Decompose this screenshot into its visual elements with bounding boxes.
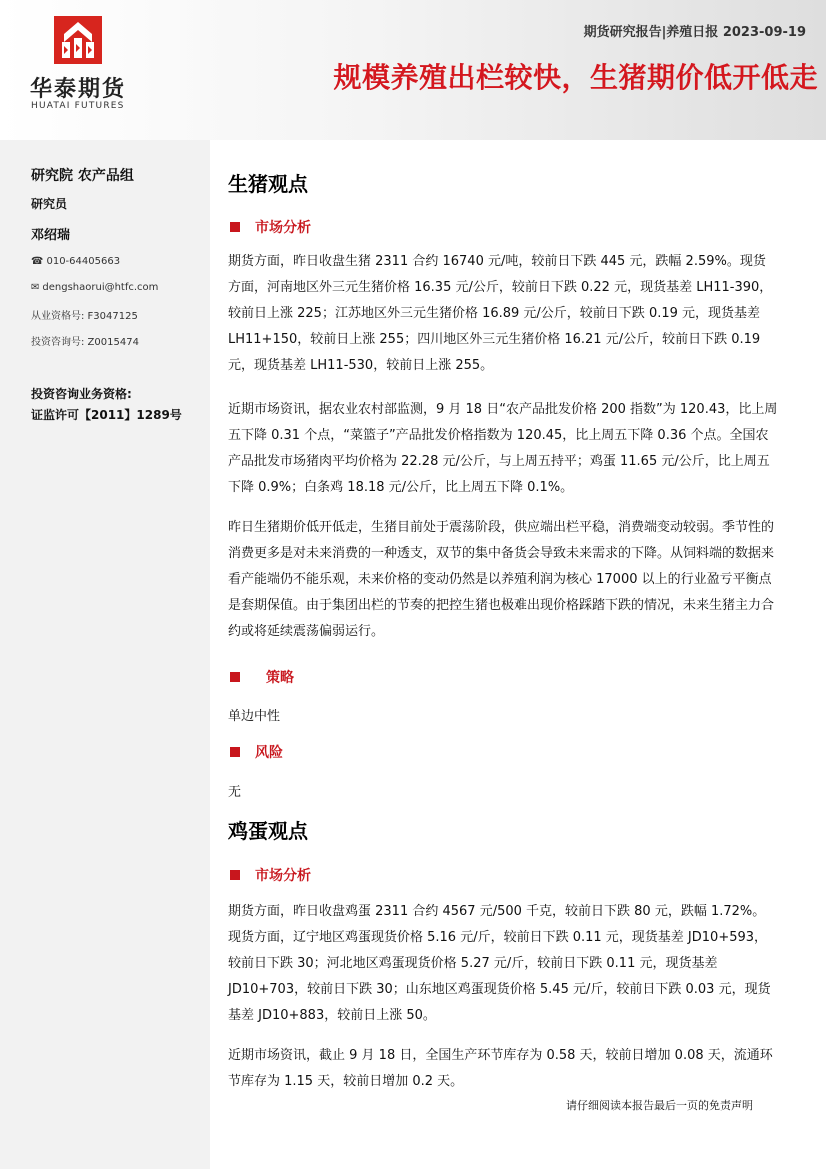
egg-market-heading [228,865,311,885]
logo-chinese-name: 华泰期货 [30,77,127,102]
email-address[interactable]: dengshaorui@htfc.com [42,282,159,293]
phone-icon: ☎ [31,256,44,267]
hog-risk-text: 无 [228,785,242,800]
author-sidebar [0,140,210,1169]
egg-market-paragraph-2: 近期市场资讯，截止 9 月 18 日，全国生产环节库存为 0.58 天，较前日增加 0.08 天，流通环节库存为 1.15 天，较前日增加 0.2 天。 [228,1048,773,1089]
hog-section-title: 生猪观点 [228,172,308,196]
email-line[interactable] [31,282,158,293]
hog-market-heading [228,217,311,237]
hog-risk-heading [228,742,283,762]
department-label: 研究院 农产品组 [31,168,134,184]
phone-line [31,256,120,267]
consulting-certificate: 投资咨询号: Z0015474 [31,337,139,348]
hog-market-paragraph-1: 期货方面，昨日收盘生猪 2311 合约 16740 元/吨，较前日下跌 445 元，跌幅 2.59%。现货方面，河南地区外三元生猪价格 16.35 元/公斤，较前日下跌 0.22 元，现货基差 LH11-390，较前日上涨 225；江苏地区外三元生猪价格 16.89 元/公斤，较前日下跌 0.19 元，现货基差 LH11+150，较前日上涨 255；四川地区外三元生猪价格 16.21 元/公斤，较前日下跌 0.19 元，现货基差 LH11-530，较前日上涨 255。 [228,254,773,373]
egg-market-paragraph-1: 期货方面，昨日收盘鸡蛋 2311 合约 4567 元/500 千克，较前日下跌 80 元，跌幅 1.72%。现货方面，辽宁地区鸡蛋现货价格 5.16 元/斤，较前日下跌 0.11 元，现货基差 JD10+593，较前日下跌 30；河北地区鸡蛋现货价格 5.27 元/斤，较前日下跌 0.11 元，现货基差 JD10+703，较前日下跌 30；山东地区鸡蛋现货价格 5.45 元/斤，较前日下跌 0.03 元，现货基差 JD10+883，较前日上涨 50。 [228,904,771,1023]
hog-market-paragraph-3: 昨日生猪期价低开低走，生猪目前处于震荡阶段，供应端出栏平稳，消费端变动较弱。季节性的消费更多是对未来消费的一种透支，双节的集中备货会导致未来需求的下降。从饲料端的数据来看产能端仍不能乐观，未来价格的变动仍然是以养殖利润为核心 17000 以上的行业盈亏平衡点是套期保值。由于集团出栏的节奏的把控生猪也极难出现价格踩踏下跌的情况，未来生猪主力合约或将延续震荡偏弱运行。 [228,520,775,639]
egg-market-heading-label: 市场分析 [255,868,311,884]
report-type-date: 期货研究报告|养殖日报 2023-09-19 [583,25,806,40]
email-icon: ✉ [31,282,40,293]
qualification-value: 证监许可【2011】1289号 [31,408,182,422]
hog-strategy-text: 单边中性 [228,709,281,724]
report-main-title: 规模养殖出栏较快，生猪期价低开低走 [333,61,818,94]
hog-strategy-heading [228,667,294,687]
bullet-square-icon [230,672,240,682]
bullet-square-icon [230,222,240,232]
bullet-square-icon [230,747,240,757]
bullet-square-icon [230,870,240,880]
logo-mark-icon [54,16,102,64]
author-name: 邓绍瑞 [31,228,71,243]
company-logo [30,12,130,112]
qualification-label: 投资咨询业务资格: [31,387,132,401]
practice-certificate: 从业资格号: F3047125 [31,311,138,322]
hog-risk-heading-label: 风险 [255,745,283,761]
role-label: 研究员 [31,197,68,211]
hog-market-paragraph-2: 近期市场资讯，据农业农村部监测，9 月 18 日“农产品批发价格 200 指数”为 120.43，比上周五下降 0.31 个点，“菜篮子”产品批发价格指数为 120.45，比上周五下降 0.36 个点。全国农产品批发市场猪肉平均价格为 22.28 元/公斤，与上周五持平；鸡蛋 11.65 元/公斤，比上周五下降 0.9%；白条鸡 18.18 元/公斤，比上周五下降 0.1%。 [228,402,778,495]
egg-section-title: 鸡蛋观点 [228,819,308,843]
hog-market-heading-label: 市场分析 [255,220,311,236]
phone-number: 010-64405663 [46,256,121,267]
logo-english-name: HUATAI FUTURES [31,101,125,111]
hog-strategy-heading-label: 策略 [266,670,294,686]
disclaimer-note: 请仔细阅读本报告最后一页的免责声明 [566,1099,753,1112]
